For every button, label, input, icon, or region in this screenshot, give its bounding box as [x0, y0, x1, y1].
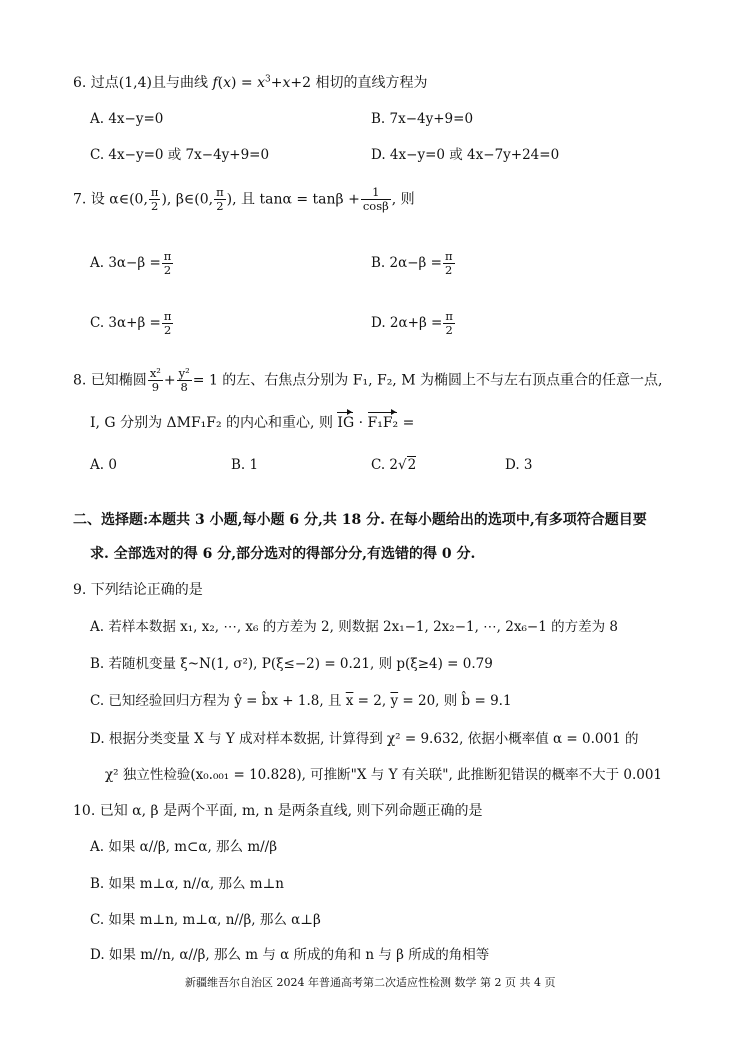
q7-option-a: A. 3α−β = $\frac{\pi}{2}$: [90, 249, 172, 277]
q6-option-d: D. 4x−y=0 或 4x−7y+24=0: [371, 147, 560, 163]
q7-stem: 7. 设 α∈(0, $\frac{\pi}{2}$ ), β∈(0, $\frac{\pi}{2}$ ), 且 tanα = tanβ + $\frac{1}{\cos\beta}$ , 则: [73, 185, 415, 213]
q9-option-d-line1: D. 根据分类变量 X 与 Y 成对样本数据, 计算得到 χ² = 9.632, 依据小概率值 α = 0.001 的: [90, 731, 639, 747]
q8-stem-line2: I, G 分别为 ΔMF₁F₂ 的内心和重心, 则 IG · F₁F₂ =: [90, 415, 415, 431]
vector-ig: IG: [337, 415, 355, 431]
q6-option-c: C. 4x−y=0 或 7x−4y+9=0: [90, 147, 270, 163]
q10-option-c: C. 如果 m⊥n, m⊥α, n//β, 那么 α⊥β: [90, 912, 321, 928]
q9-option-a: A. 若样本数据 x₁, x₂, ⋯, x₆ 的方差为 2, 则数据 2x₁−1, 2x₂−1, ⋯, 2x₆−1 的方差为 8: [90, 619, 618, 635]
section-2-heading-line2: 求. 全部选对的得 6 分,部分选对的得部分分,有选错的得 0 分.: [90, 546, 476, 562]
q10-option-b: B. 如果 m⊥α, n//α, 那么 m⊥n: [90, 876, 284, 892]
q6-stem: 6. 过点(1,4)且与曲线 $f(x) = x^3+x+2$ 相切的直线方程为: [73, 74, 428, 91]
q7-option-b: B. 2α−β = $\frac{\pi}{2}$: [371, 249, 453, 277]
q8-option-c: C. 2√2: [371, 457, 417, 473]
q9-option-b: B. 若随机变量 ξ~N(1, σ²), P(ξ≤−2) = 0.21, 则 p(ξ≥4) = 0.79: [90, 656, 493, 672]
q9-option-d-line2: χ² 独立性检验(x₀.₀₀₁ = 10.828), 可推断"X 与 Y 有关联", 此推断犯错误的概率不大于 0.001: [105, 767, 663, 783]
vector-f1f2: F₁F₂: [367, 415, 399, 431]
q7-frac-1-cos: $\frac{1}{\cos\beta}$: [362, 185, 389, 213]
q6-option-b: B. 7x−4y+9=0: [371, 111, 474, 127]
page-footer: 新疆维吾尔自治区 2024 年普通高考第二次适应性检测 数学 第 2 页 共 4 页: [185, 976, 556, 989]
q10-stem: 10. 已知 α, β 是两个平面, m, n 是两条直线, 则下列命题正确的是: [73, 803, 483, 819]
q8-option-a: A. 0: [90, 457, 117, 473]
q8-stem-line1: 8. 已知椭圆 $\frac{\text{x²}}{9}$ + $\frac{\text{y²}}{8}$ = 1 的左、右焦点分别为 F₁, F₂, M 为椭圆上不与左右顶点重合的任意一点,: [73, 366, 663, 394]
q7-option-d: D. 2α+β = $\frac{\pi}{2}$: [371, 309, 453, 337]
q10-option-d: D. 如果 m//n, α//β, 那么 m 与 α 所成的角和 n 与 β 所成的角相等: [90, 947, 490, 963]
q8-option-b: B. 1: [231, 457, 259, 473]
q9-option-c: C. 已知经验回归方程为 ŷ = b̂x + 1.8, 且 $\overline{x} = 2$, $\overline{y} = 20$, 则 b̂ = 9.1: [90, 693, 512, 709]
q7-frac-pi-2-a: $\frac{\pi}{2}$: [150, 185, 159, 213]
q8-option-d: D. 3: [505, 457, 533, 473]
q7-option-c: C. 3α+β = $\frac{\pi}{2}$: [90, 309, 172, 337]
section-2-heading-line1: 二、选择题:本题共 3 小题,每小题 6 分,共 18 分. 在每小题给出的选项中,有多项符合题目要: [73, 512, 647, 528]
q10-option-a: A. 如果 α//β, m⊂α, 那么 m//β: [90, 839, 278, 855]
q6-option-a: A. 4x−y=0: [90, 111, 164, 127]
q9-stem: 9. 下列结论正确的是: [73, 582, 203, 598]
q7-frac-pi-2-b: $\frac{\pi}{2}$: [216, 185, 224, 213]
